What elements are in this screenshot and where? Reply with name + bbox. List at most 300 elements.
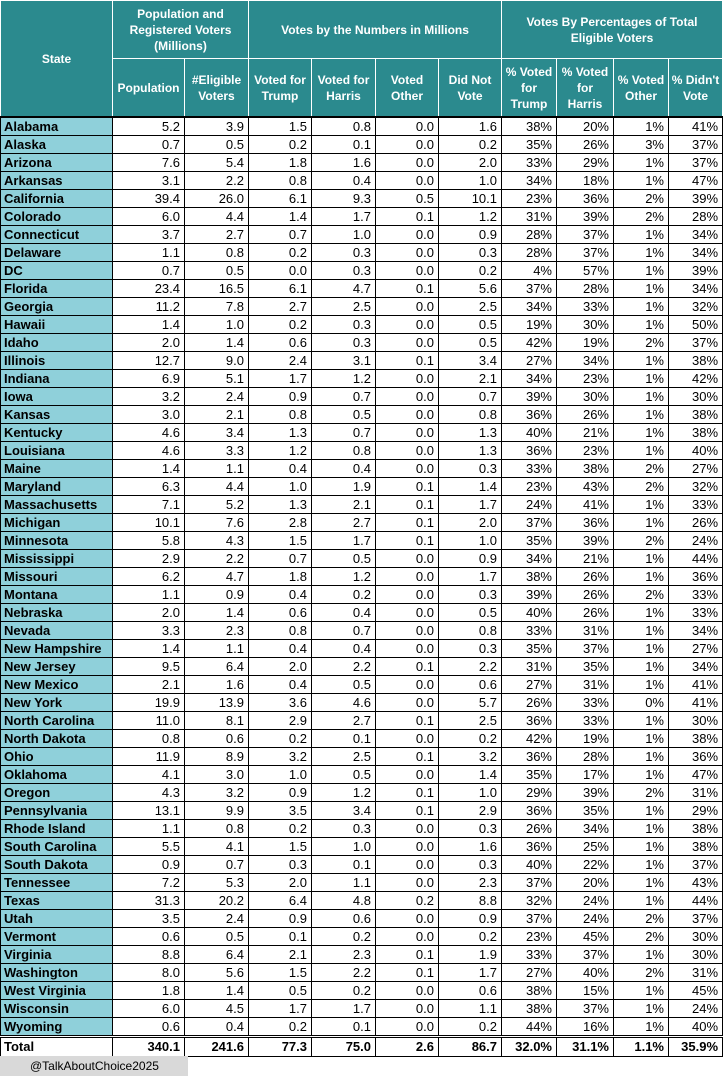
value-cell[interactable]: 1.4 <box>185 334 249 352</box>
value-cell[interactable]: 0.0 <box>376 910 439 928</box>
value-cell[interactable]: 1% <box>614 676 669 694</box>
value-cell[interactable]: 0.4 <box>312 604 376 622</box>
state-name-cell[interactable]: West Virginia <box>1 982 113 1000</box>
value-cell[interactable]: 3.2 <box>249 748 312 766</box>
value-cell[interactable]: 0.3 <box>439 856 502 874</box>
value-cell[interactable]: 4.3 <box>185 532 249 550</box>
state-name-cell[interactable]: Utah <box>1 910 113 928</box>
value-cell[interactable]: 36% <box>557 514 614 532</box>
value-cell[interactable]: 2.1 <box>185 406 249 424</box>
value-cell[interactable]: 0.0 <box>376 694 439 712</box>
value-cell[interactable]: 1% <box>614 496 669 514</box>
value-cell[interactable]: 8.0 <box>113 964 185 982</box>
value-cell[interactable]: 0.3 <box>439 244 502 262</box>
value-cell[interactable]: 38% <box>669 838 723 856</box>
value-cell[interactable]: 1% <box>614 262 669 280</box>
value-cell[interactable]: 1.5 <box>249 117 312 136</box>
value-cell[interactable]: 0.3 <box>312 316 376 334</box>
value-cell[interactable]: 1.4 <box>439 766 502 784</box>
value-cell[interactable]: 38% <box>669 424 723 442</box>
value-cell[interactable]: 1% <box>614 946 669 964</box>
value-cell[interactable]: 23% <box>557 442 614 460</box>
value-cell[interactable]: 0.7 <box>113 136 185 154</box>
value-cell[interactable]: 42% <box>502 334 557 352</box>
value-cell[interactable]: 33% <box>669 604 723 622</box>
value-cell[interactable]: 26% <box>669 514 723 532</box>
value-cell[interactable]: 28% <box>557 748 614 766</box>
value-cell[interactable]: 5.2 <box>113 117 185 136</box>
value-cell[interactable]: 0.0 <box>376 1000 439 1018</box>
state-name-cell[interactable]: Nebraska <box>1 604 113 622</box>
state-name-cell[interactable]: Wyoming <box>1 1018 113 1037</box>
value-cell[interactable]: 0.4 <box>312 460 376 478</box>
value-cell[interactable]: 0.3 <box>312 820 376 838</box>
value-cell[interactable]: 0.0 <box>376 982 439 1000</box>
value-cell[interactable]: 35% <box>502 136 557 154</box>
value-cell[interactable]: 39% <box>502 388 557 406</box>
state-name-cell[interactable]: New Hampshire <box>1 640 113 658</box>
value-cell[interactable]: 34% <box>669 658 723 676</box>
value-cell[interactable]: 0.1 <box>376 964 439 982</box>
value-cell[interactable]: 3.2 <box>439 748 502 766</box>
value-cell[interactable]: 32% <box>502 892 557 910</box>
value-cell[interactable]: 1% <box>614 442 669 460</box>
value-cell[interactable]: 1.7 <box>439 496 502 514</box>
state-name-cell[interactable]: New Mexico <box>1 676 113 694</box>
value-cell[interactable]: 1.8 <box>249 154 312 172</box>
value-cell[interactable]: 30% <box>557 388 614 406</box>
value-cell[interactable]: 39% <box>557 208 614 226</box>
value-cell[interactable]: 3.1 <box>113 172 185 190</box>
state-name-cell[interactable]: New York <box>1 694 113 712</box>
value-cell[interactable]: 6.4 <box>185 658 249 676</box>
value-cell[interactable]: 0.2 <box>312 586 376 604</box>
value-cell[interactable]: 34% <box>669 622 723 640</box>
value-cell[interactable]: 31% <box>669 784 723 802</box>
value-cell[interactable]: 0.0 <box>376 460 439 478</box>
value-cell[interactable]: 1% <box>614 874 669 892</box>
value-cell[interactable]: 7.2 <box>113 874 185 892</box>
state-name-cell[interactable]: Arizona <box>1 154 113 172</box>
value-cell[interactable]: 2% <box>614 532 669 550</box>
value-cell[interactable]: 1.5 <box>249 838 312 856</box>
value-cell[interactable]: 5.6 <box>185 964 249 982</box>
value-cell[interactable]: 1.0 <box>439 784 502 802</box>
value-cell[interactable]: 0% <box>614 694 669 712</box>
value-cell[interactable]: 2.1 <box>113 676 185 694</box>
value-cell[interactable]: 8.9 <box>185 748 249 766</box>
value-cell[interactable]: 0.7 <box>312 388 376 406</box>
state-name-cell[interactable]: Nevada <box>1 622 113 640</box>
state-name-cell[interactable]: Kentucky <box>1 424 113 442</box>
value-cell[interactable]: 24% <box>669 1000 723 1018</box>
value-cell[interactable]: 23% <box>502 928 557 946</box>
value-cell[interactable]: 1.4 <box>113 460 185 478</box>
value-cell[interactable]: 36% <box>557 190 614 208</box>
value-cell[interactable]: 1% <box>614 280 669 298</box>
value-cell[interactable]: 1.6 <box>439 838 502 856</box>
value-cell[interactable]: 0.7 <box>113 262 185 280</box>
value-cell[interactable]: 2.1 <box>249 946 312 964</box>
value-cell[interactable]: 0.0 <box>376 730 439 748</box>
value-cell[interactable]: 0.3 <box>312 262 376 280</box>
state-name-cell[interactable]: Texas <box>1 892 113 910</box>
value-cell[interactable]: 0.0 <box>376 676 439 694</box>
value-cell[interactable]: 0.5 <box>185 262 249 280</box>
value-cell[interactable]: 38% <box>669 730 723 748</box>
value-cell[interactable]: 11.0 <box>113 712 185 730</box>
value-cell[interactable]: 20% <box>557 874 614 892</box>
value-cell[interactable]: 7.6 <box>113 154 185 172</box>
value-cell[interactable]: 0.0 <box>376 442 439 460</box>
value-cell[interactable]: 36% <box>502 802 557 820</box>
value-cell[interactable]: 1.0 <box>439 172 502 190</box>
value-cell[interactable]: 37% <box>502 910 557 928</box>
value-cell[interactable]: 19% <box>557 730 614 748</box>
value-cell[interactable]: 1.1 <box>113 820 185 838</box>
value-cell[interactable]: 0.9 <box>249 784 312 802</box>
state-name-cell[interactable]: South Dakota <box>1 856 113 874</box>
value-cell[interactable]: 2.2 <box>312 658 376 676</box>
value-cell[interactable]: 1% <box>614 604 669 622</box>
value-cell[interactable]: 1.0 <box>312 226 376 244</box>
value-cell[interactable]: 2.1 <box>439 370 502 388</box>
value-cell[interactable]: 1.3 <box>439 424 502 442</box>
value-cell[interactable]: 39% <box>557 532 614 550</box>
value-cell[interactable]: 0.9 <box>439 550 502 568</box>
value-cell[interactable]: 2.2 <box>439 658 502 676</box>
value-cell[interactable]: 3.7 <box>113 226 185 244</box>
value-cell[interactable]: 2.2 <box>185 172 249 190</box>
state-name-cell[interactable]: Alabama <box>1 117 113 136</box>
state-name-cell[interactable]: Oklahoma <box>1 766 113 784</box>
value-cell[interactable]: 42% <box>502 730 557 748</box>
value-cell[interactable]: 30% <box>557 316 614 334</box>
value-cell[interactable]: 1.0 <box>249 766 312 784</box>
value-cell[interactable]: 24% <box>669 532 723 550</box>
value-cell[interactable]: 39% <box>502 586 557 604</box>
value-cell[interactable]: 39% <box>669 190 723 208</box>
value-cell[interactable]: 3.3 <box>113 622 185 640</box>
value-cell[interactable]: 0.1 <box>249 928 312 946</box>
value-cell[interactable]: 30% <box>669 712 723 730</box>
value-cell[interactable]: 0.0 <box>376 172 439 190</box>
value-cell[interactable]: 26% <box>502 694 557 712</box>
value-cell[interactable]: 1.4 <box>185 982 249 1000</box>
value-cell[interactable]: 41% <box>669 676 723 694</box>
value-cell[interactable]: 18% <box>557 172 614 190</box>
value-cell[interactable]: 0.2 <box>439 1018 502 1037</box>
value-cell[interactable]: 13.1 <box>113 802 185 820</box>
value-cell[interactable]: 0.6 <box>439 982 502 1000</box>
value-cell[interactable]: 37% <box>669 334 723 352</box>
value-cell[interactable]: 0.6 <box>249 604 312 622</box>
value-cell[interactable]: 0.0 <box>376 550 439 568</box>
value-cell[interactable]: 0.5 <box>312 676 376 694</box>
state-name-cell[interactable]: Delaware <box>1 244 113 262</box>
value-cell[interactable]: 41% <box>669 694 723 712</box>
value-cell[interactable]: 0.2 <box>439 262 502 280</box>
value-cell[interactable]: 0.2 <box>249 1018 312 1037</box>
value-cell[interactable]: 3.5 <box>249 802 312 820</box>
value-cell[interactable]: 27% <box>502 352 557 370</box>
value-cell[interactable]: 3.2 <box>185 784 249 802</box>
value-cell[interactable]: 0.5 <box>185 136 249 154</box>
value-cell[interactable]: 0.0 <box>376 117 439 136</box>
state-name-cell[interactable]: Rhode Island <box>1 820 113 838</box>
value-cell[interactable]: 0.0 <box>376 586 439 604</box>
value-cell[interactable]: 1.7 <box>249 1000 312 1018</box>
value-cell[interactable]: 5.3 <box>185 874 249 892</box>
value-cell[interactable]: 37% <box>557 244 614 262</box>
value-cell[interactable]: 4.3 <box>113 784 185 802</box>
value-cell[interactable]: 1.0 <box>312 838 376 856</box>
state-name-cell[interactable]: Kansas <box>1 406 113 424</box>
value-cell[interactable]: 0.1 <box>376 478 439 496</box>
value-cell[interactable]: 2% <box>614 334 669 352</box>
value-cell[interactable]: 2% <box>614 928 669 946</box>
value-cell[interactable]: 33% <box>669 586 723 604</box>
value-cell[interactable]: 2.4 <box>185 388 249 406</box>
value-cell[interactable]: 0.3 <box>249 856 312 874</box>
value-cell[interactable]: 0.4 <box>312 640 376 658</box>
state-name-cell[interactable]: Colorado <box>1 208 113 226</box>
value-cell[interactable]: 1% <box>614 550 669 568</box>
value-cell[interactable]: 0.6 <box>249 334 312 352</box>
value-cell[interactable]: 1% <box>614 766 669 784</box>
value-cell[interactable]: 2.0 <box>249 874 312 892</box>
value-cell[interactable]: 2.1 <box>312 496 376 514</box>
value-cell[interactable]: 6.4 <box>249 892 312 910</box>
value-cell[interactable]: 19% <box>557 334 614 352</box>
value-cell[interactable]: 29% <box>502 784 557 802</box>
value-cell[interactable]: 0.4 <box>249 676 312 694</box>
value-cell[interactable]: 6.2 <box>113 568 185 586</box>
value-cell[interactable]: 0.1 <box>312 136 376 154</box>
value-cell[interactable]: 2% <box>614 208 669 226</box>
value-cell[interactable]: 3.2 <box>113 388 185 406</box>
value-cell[interactable]: 37% <box>669 856 723 874</box>
state-name-cell[interactable]: Virginia <box>1 946 113 964</box>
value-cell[interactable]: 25% <box>557 838 614 856</box>
value-cell[interactable]: 1.1 <box>113 244 185 262</box>
value-cell[interactable]: 12.7 <box>113 352 185 370</box>
value-cell[interactable]: 32% <box>669 478 723 496</box>
value-cell[interactable]: 37% <box>502 514 557 532</box>
value-cell[interactable]: 2% <box>614 586 669 604</box>
value-cell[interactable]: 0.5 <box>185 928 249 946</box>
value-cell[interactable]: 29% <box>557 154 614 172</box>
value-cell[interactable]: 0.8 <box>249 622 312 640</box>
value-cell[interactable]: 35% <box>502 640 557 658</box>
value-cell[interactable]: 0.1 <box>376 712 439 730</box>
value-cell[interactable]: 1.7 <box>312 532 376 550</box>
value-cell[interactable]: 0.0 <box>376 640 439 658</box>
value-cell[interactable]: 0.2 <box>439 928 502 946</box>
value-cell[interactable]: 23% <box>502 478 557 496</box>
value-cell[interactable]: 7.8 <box>185 298 249 316</box>
value-cell[interactable]: 5.6 <box>439 280 502 298</box>
value-cell[interactable]: 5.8 <box>113 532 185 550</box>
value-cell[interactable]: 0.0 <box>376 568 439 586</box>
value-cell[interactable]: 0.2 <box>249 820 312 838</box>
value-cell[interactable]: 1.0 <box>185 316 249 334</box>
value-cell[interactable]: 24% <box>502 496 557 514</box>
value-cell[interactable]: 0.4 <box>249 460 312 478</box>
value-cell[interactable]: 0.0 <box>376 622 439 640</box>
value-cell[interactable]: 28% <box>502 226 557 244</box>
value-cell[interactable]: 1% <box>614 406 669 424</box>
value-cell[interactable]: 0.2 <box>312 982 376 1000</box>
value-cell[interactable]: 39% <box>669 262 723 280</box>
state-name-cell[interactable]: California <box>1 190 113 208</box>
value-cell[interactable]: 0.4 <box>249 586 312 604</box>
value-cell[interactable]: 30% <box>669 388 723 406</box>
value-cell[interactable]: 0.3 <box>439 586 502 604</box>
value-cell[interactable]: 0.0 <box>376 928 439 946</box>
value-cell[interactable]: 35% <box>502 766 557 784</box>
value-cell[interactable]: 41% <box>557 496 614 514</box>
value-cell[interactable]: 37% <box>557 1000 614 1018</box>
value-cell[interactable]: 31% <box>669 964 723 982</box>
value-cell[interactable]: 1% <box>614 982 669 1000</box>
value-cell[interactable]: 0.4 <box>185 1018 249 1037</box>
value-cell[interactable]: 1.3 <box>249 424 312 442</box>
value-cell[interactable]: 35% <box>557 658 614 676</box>
value-cell[interactable]: 38% <box>502 1000 557 1018</box>
value-cell[interactable]: 1.7 <box>439 964 502 982</box>
value-cell[interactable]: 0.0 <box>376 1018 439 1037</box>
value-cell[interactable]: 1% <box>614 748 669 766</box>
value-cell[interactable]: 30% <box>669 928 723 946</box>
value-cell[interactable]: 44% <box>669 892 723 910</box>
value-cell[interactable]: 1% <box>614 514 669 532</box>
value-cell[interactable]: 0.0 <box>376 604 439 622</box>
value-cell[interactable]: 0.2 <box>249 244 312 262</box>
value-cell[interactable]: 8.8 <box>113 946 185 964</box>
value-cell[interactable]: 1.2 <box>439 208 502 226</box>
value-cell[interactable]: 4.4 <box>185 208 249 226</box>
value-cell[interactable]: 1% <box>614 352 669 370</box>
value-cell[interactable]: 1.2 <box>249 442 312 460</box>
state-name-cell[interactable]: Mississippi <box>1 550 113 568</box>
value-cell[interactable]: 3.0 <box>185 766 249 784</box>
value-cell[interactable]: 0.8 <box>312 442 376 460</box>
value-cell[interactable]: 0.6 <box>185 730 249 748</box>
state-name-cell[interactable]: Tennessee <box>1 874 113 892</box>
state-name-cell[interactable]: Alaska <box>1 136 113 154</box>
value-cell[interactable]: 0.0 <box>376 856 439 874</box>
value-cell[interactable]: 0.0 <box>376 838 439 856</box>
value-cell[interactable]: 31% <box>557 676 614 694</box>
state-name-cell[interactable]: North Carolina <box>1 712 113 730</box>
value-cell[interactable]: 0.5 <box>312 766 376 784</box>
value-cell[interactable]: 57% <box>557 262 614 280</box>
value-cell[interactable]: 1% <box>614 316 669 334</box>
value-cell[interactable]: 34% <box>557 820 614 838</box>
value-cell[interactable]: 28% <box>669 208 723 226</box>
value-cell[interactable]: 38% <box>502 117 557 136</box>
value-cell[interactable]: 1% <box>614 1000 669 1018</box>
value-cell[interactable]: 0.8 <box>113 730 185 748</box>
state-name-cell[interactable]: Michigan <box>1 514 113 532</box>
value-cell[interactable]: 1.7 <box>312 208 376 226</box>
value-cell[interactable]: 0.3 <box>312 244 376 262</box>
value-cell[interactable]: 38% <box>669 352 723 370</box>
state-name-cell[interactable]: Oregon <box>1 784 113 802</box>
value-cell[interactable]: 36% <box>502 442 557 460</box>
value-cell[interactable]: 28% <box>557 280 614 298</box>
value-cell[interactable]: 0.1 <box>376 658 439 676</box>
value-cell[interactable]: 4.7 <box>185 568 249 586</box>
value-cell[interactable]: 33% <box>502 154 557 172</box>
value-cell[interactable]: 34% <box>669 280 723 298</box>
value-cell[interactable]: 1% <box>614 244 669 262</box>
value-cell[interactable]: 45% <box>557 928 614 946</box>
value-cell[interactable]: 19% <box>502 316 557 334</box>
value-cell[interactable]: 41% <box>669 117 723 136</box>
value-cell[interactable]: 1% <box>614 658 669 676</box>
value-cell[interactable]: 0.1 <box>376 208 439 226</box>
value-cell[interactable]: 42% <box>669 370 723 388</box>
state-name-cell[interactable]: Wisconsin <box>1 1000 113 1018</box>
value-cell[interactable]: 1.6 <box>185 676 249 694</box>
state-name-cell[interactable]: Missouri <box>1 568 113 586</box>
value-cell[interactable]: 0.2 <box>439 136 502 154</box>
value-cell[interactable]: 0.9 <box>249 910 312 928</box>
value-cell[interactable]: 21% <box>557 424 614 442</box>
value-cell[interactable]: 26% <box>557 136 614 154</box>
value-cell[interactable]: 2.8 <box>249 514 312 532</box>
value-cell[interactable]: 2.5 <box>439 298 502 316</box>
value-cell[interactable]: 0.0 <box>376 334 439 352</box>
value-cell[interactable]: 0.1 <box>376 532 439 550</box>
value-cell[interactable]: 2.0 <box>249 658 312 676</box>
value-cell[interactable]: 37% <box>669 910 723 928</box>
value-cell[interactable]: 1% <box>614 838 669 856</box>
value-cell[interactable]: 4.6 <box>113 442 185 460</box>
value-cell[interactable]: 1% <box>614 622 669 640</box>
value-cell[interactable]: 15% <box>557 982 614 1000</box>
state-name-cell[interactable]: Idaho <box>1 334 113 352</box>
value-cell[interactable]: 35% <box>557 802 614 820</box>
value-cell[interactable]: 0.8 <box>185 244 249 262</box>
value-cell[interactable]: 33% <box>502 622 557 640</box>
value-cell[interactable]: 2.7 <box>312 514 376 532</box>
value-cell[interactable]: 37% <box>502 280 557 298</box>
value-cell[interactable]: 0.3 <box>439 640 502 658</box>
value-cell[interactable]: 1.2 <box>312 370 376 388</box>
value-cell[interactable]: 2% <box>614 478 669 496</box>
value-cell[interactable]: 3.3 <box>185 442 249 460</box>
value-cell[interactable]: 3.9 <box>185 117 249 136</box>
value-cell[interactable]: 24% <box>557 910 614 928</box>
value-cell[interactable]: 36% <box>669 568 723 586</box>
value-cell[interactable]: 31% <box>502 208 557 226</box>
value-cell[interactable]: 5.5 <box>113 838 185 856</box>
value-cell[interactable]: 9.5 <box>113 658 185 676</box>
value-cell[interactable]: 11.9 <box>113 748 185 766</box>
value-cell[interactable]: 4.4 <box>185 478 249 496</box>
value-cell[interactable]: 35% <box>502 532 557 550</box>
value-cell[interactable]: 4.1 <box>113 766 185 784</box>
value-cell[interactable]: 1.1 <box>113 586 185 604</box>
value-cell[interactable]: 37% <box>502 874 557 892</box>
state-name-cell[interactable]: Iowa <box>1 388 113 406</box>
value-cell[interactable]: 2.0 <box>113 604 185 622</box>
value-cell[interactable]: 31% <box>557 622 614 640</box>
value-cell[interactable]: 5.2 <box>185 496 249 514</box>
